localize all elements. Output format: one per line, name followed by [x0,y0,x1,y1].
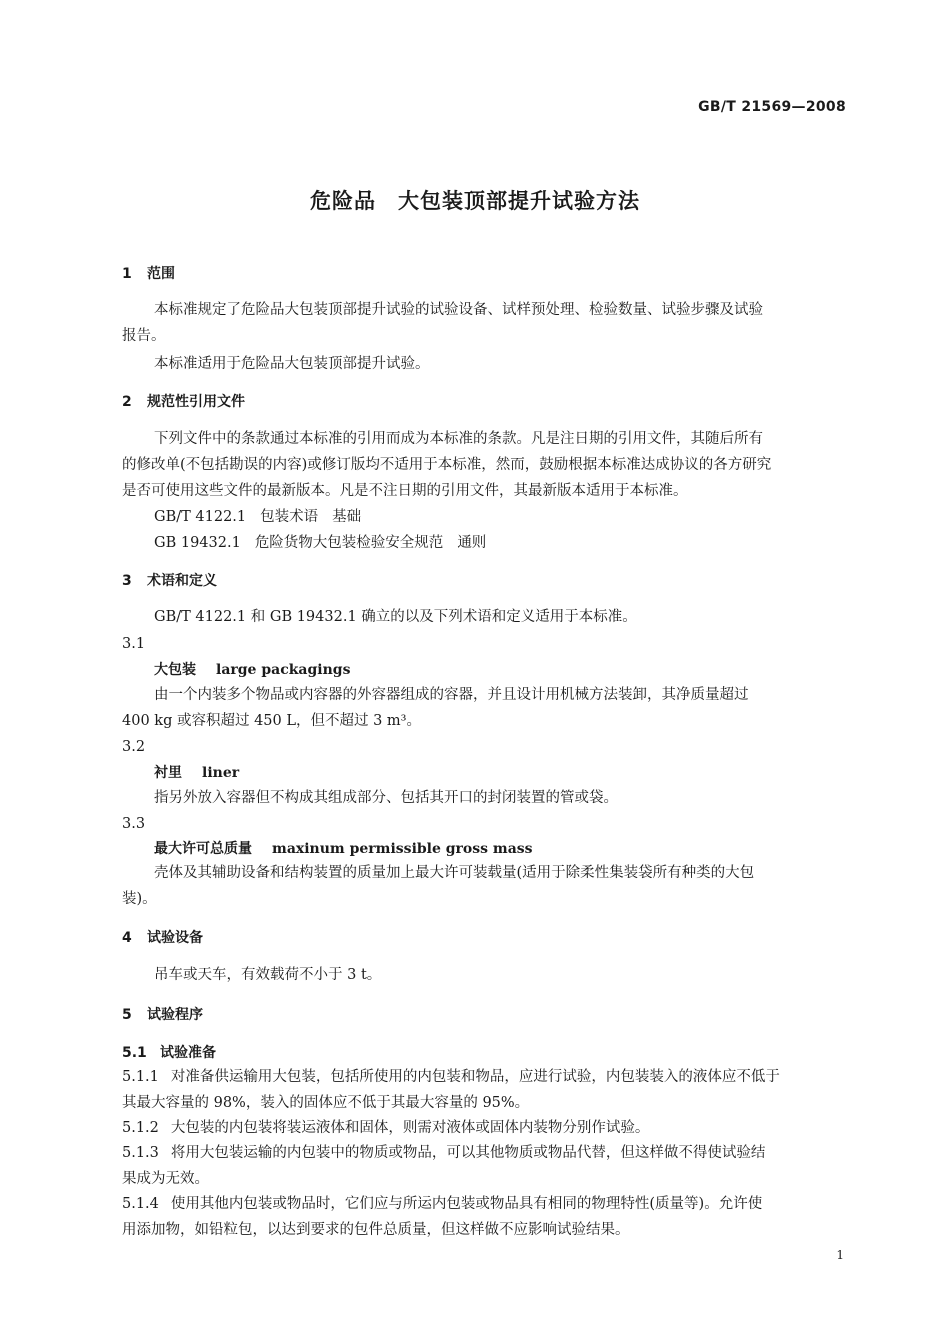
subsection-number: 5.1 [122,1045,147,1061]
term-heading [154,660,350,680]
reference-title: 包装术语 [260,509,319,525]
section-number: 2 [122,394,132,410]
term-definition-line: 由一个内装多个物品或内容器的外容器组成的容器，并且设计用机械方法装卸，其净质量超过 [154,687,749,703]
clause-text: 大包装的内包装将装运液体和固体，则需对液体或固体内装物分别作试验。 [170,1120,650,1136]
section-title: 试验设备 [147,930,203,946]
section-title: 规范性引用文件 [147,394,245,410]
clause-line: 用添加物，如铅粒包，以达到要求的包件总质量，但这样做不应影响试验结果。 [122,1222,630,1238]
section-number: 5 [122,1007,132,1023]
term-heading [154,763,239,783]
clause-line: 果成为无效。 [122,1171,209,1187]
standard-code: GB/T 21569—2008 [698,99,846,115]
clause-line [122,1067,780,1087]
term-definition-line: 指另外放入容器但不构成其组成部分、包括其开口的封闭装置的管或袋。 [154,790,618,806]
clause-line: 其最大容量的 98%，装入的固体应不低于其最大容量的 95%。 [122,1095,530,1111]
term-number: 3.1 [122,636,146,652]
term-en: liner [202,765,240,781]
reference-item [154,507,361,527]
clause-number: 5.1.2 [122,1120,159,1136]
reference-item [154,533,486,553]
term-definition-line: 壳体及其辅助设备和结构装置的质量加上最大许可装载量(适用于除柔性集装袋所有种类的大包 [154,865,755,881]
document-title: 危险品 大包装顶部提升试验方法 [310,189,640,213]
clause-text: 使用其他内包装或物品时，它们应与所运内包装或物品具有相同的物理特性(质量等)。允许使 [170,1196,763,1212]
reference-code: GB/T 4122.1 [154,509,247,525]
subsection-heading [122,1043,216,1063]
section-1-heading [122,264,175,284]
term-heading [154,839,533,859]
section-number: 1 [122,266,132,282]
page-number: 1 [836,1248,844,1262]
reference-title: 危险货物大包装检验安全规范 [254,535,444,551]
term-number: 3.2 [122,739,146,755]
paragraph-line: 是否可使用这些文件的最新版本。凡是不注日期的引用文件，其最新版本适用于本标准。 [122,483,688,499]
paragraph-line: 报告。 [122,328,166,344]
clause-number: 5.1.3 [122,1145,159,1161]
paragraph-line: 吊车或天车，有效载荷不小于 3 t。 [154,967,382,983]
term-zh: 最大许可总质量 [154,841,252,857]
paragraph-line: 本标准适用于危险品大包装顶部提升试验。 [154,356,430,372]
section-title: 范围 [147,266,175,282]
section-number: 3 [122,573,132,589]
term-definition-line: 400 kg 或容积超过 450 L，但不超过 3 m³。 [122,713,421,729]
subsection-title: 试验准备 [160,1045,216,1061]
section-4-heading [122,928,203,948]
clause-text: 将用大包装运输的内包装中的物质或物品，可以其他物质或物品代替，但这样做不得使试验结 [170,1145,766,1161]
clause-line [122,1118,649,1138]
term-en: large packagings [216,662,351,678]
clause-line [122,1194,762,1214]
term-number: 3.3 [122,816,146,832]
section-title: 试验程序 [147,1007,203,1023]
section-2-heading [122,392,245,412]
term-definition-line: 装)。 [122,891,157,907]
paragraph-line: 下列文件中的条款通过本标准的引用而成为本标准的条款。凡是注日期的引用文件，其随后所有 [154,431,763,447]
clause-number: 5.1.4 [122,1196,159,1212]
clause-number: 5.1.1 [122,1069,159,1085]
term-en: maxinum permissible gross mass [272,841,533,857]
clause-text: 对准备供运输用大包装，包括所使用的内包装和物品，应进行试验，内包装装入的液体应不低于 [170,1069,780,1085]
term-zh: 大包装 [154,662,196,678]
reference-title-part: 通则 [457,535,487,551]
term-zh: 衬里 [154,765,182,781]
reference-code: GB 19432.1 [154,535,241,551]
clause-line [122,1143,765,1163]
paragraph-line: 本标准规定了危险品大包装顶部提升试验的试验设备、试样预处理、检验数量、试验步骤及试验 [154,302,763,318]
section-number: 4 [122,930,132,946]
reference-title-part: 基础 [332,509,362,525]
paragraph-line: 的修改单(不包括勘误的内容)或修订版均不适用于本标准，然而，鼓励根据本标准达成协议的各方研究 [122,457,772,473]
section-3-heading [122,571,217,591]
section-5-heading [122,1005,203,1025]
section-title: 术语和定义 [147,573,217,589]
paragraph-line: GB/T 4122.1 和 GB 19432.1 确立的以及下列术语和定义适用于本标准。 [154,609,637,625]
